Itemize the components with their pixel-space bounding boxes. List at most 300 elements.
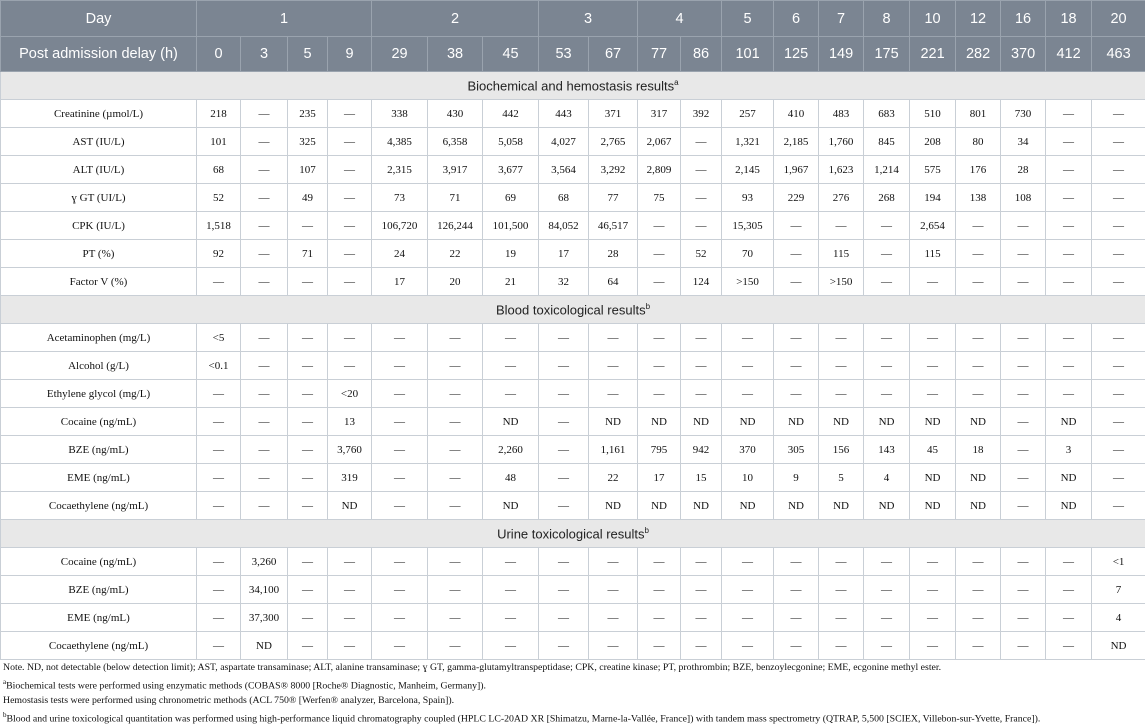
table-cell: 176: [956, 156, 1001, 184]
table-cell: —: [1001, 240, 1046, 268]
table-cell: ND: [910, 408, 956, 436]
table-cell: —: [241, 268, 288, 296]
table-cell: ND: [638, 492, 681, 520]
day-header-cell: 16: [1001, 1, 1046, 37]
table-cell: 3,260: [241, 548, 288, 576]
table-cell: —: [956, 212, 1001, 240]
table-cell: —: [372, 436, 428, 464]
table-cell: —: [483, 604, 539, 632]
table-cell: —: [539, 548, 589, 576]
table-body: [1, 72, 1145, 660]
table-cell: —: [241, 464, 288, 492]
table-cell: —: [956, 240, 1001, 268]
footnote-a-text: Biochemical tests were performed using enzymatic methods (COBAS® 8000 [Roche® Diagnostic, Manheim, Germany]).: [6, 680, 486, 691]
footnote-b-marker: b: [3, 711, 7, 719]
table-cell: —: [328, 352, 372, 380]
table-cell: —: [197, 436, 241, 464]
table-cell: —: [241, 324, 288, 352]
table-cell: —: [722, 604, 774, 632]
table-cell: ND: [956, 492, 1001, 520]
table-cell: 795: [638, 436, 681, 464]
table-cell: 257: [722, 100, 774, 128]
table-cell: —: [774, 548, 819, 576]
day-header-cell: 4: [638, 1, 722, 37]
table-cell: ND: [722, 408, 774, 436]
table-cell: —: [956, 352, 1001, 380]
table-cell: 2,809: [638, 156, 681, 184]
table-cell: 575: [910, 156, 956, 184]
table-cell: —: [589, 604, 638, 632]
table-cell: —: [1092, 352, 1145, 380]
table-cell: <20: [328, 380, 372, 408]
table-cell: —: [288, 576, 328, 604]
table-cell: 37,300: [241, 604, 288, 632]
table-cell: 20: [428, 268, 483, 296]
table-cell: —: [589, 352, 638, 380]
table-cell: 4: [1092, 604, 1145, 632]
table-cell: —: [864, 604, 910, 632]
table-cell: 3,564: [539, 156, 589, 184]
table-cell: 108: [1001, 184, 1046, 212]
table-cell: 70: [722, 240, 774, 268]
table-cell: —: [328, 632, 372, 660]
delay-header-cell: 67: [589, 37, 638, 72]
table-cell: —: [1001, 324, 1046, 352]
table-cell: —: [1001, 212, 1046, 240]
table-cell: —: [241, 436, 288, 464]
table-cell: 46,517: [589, 212, 638, 240]
table-cell: —: [681, 380, 722, 408]
table-cell: 442: [483, 100, 539, 128]
table-cell: 3: [1046, 436, 1092, 464]
table-cell: —: [288, 324, 328, 352]
table-cell: —: [638, 324, 681, 352]
row-label: Cocaethylene (ng/mL): [1, 632, 197, 660]
table-cell: —: [428, 436, 483, 464]
table-cell: —: [864, 576, 910, 604]
table-cell: —: [197, 464, 241, 492]
row-label: Cocaethylene (ng/mL): [1, 492, 197, 520]
table-row: [1, 156, 1145, 184]
table-cell: —: [774, 352, 819, 380]
section-footnote-marker: b: [646, 302, 650, 311]
table-cell: —: [638, 548, 681, 576]
table-cell: 17: [372, 268, 428, 296]
table-cell: —: [241, 352, 288, 380]
table-row: [1, 632, 1145, 660]
table-cell: 64: [589, 268, 638, 296]
table-cell: 3,677: [483, 156, 539, 184]
table-cell: 801: [956, 100, 1001, 128]
section-title: [1, 72, 1145, 100]
table-cell: 24: [372, 240, 428, 268]
table-cell: 325: [288, 128, 328, 156]
table-cell: 77: [589, 184, 638, 212]
table-cell: —: [638, 240, 681, 268]
table-cell: —: [681, 184, 722, 212]
section-footnote-marker: a: [674, 78, 678, 87]
table-cell: —: [1092, 380, 1145, 408]
table-cell: —: [539, 604, 589, 632]
table-cell: —: [1092, 464, 1145, 492]
table-cell: ND: [956, 408, 1001, 436]
table-row: [1, 324, 1145, 352]
table-cell: —: [328, 548, 372, 576]
table-cell: ND: [910, 464, 956, 492]
table-cell: —: [328, 576, 372, 604]
table-cell: ND: [910, 492, 956, 520]
table-cell: —: [681, 324, 722, 352]
table-cell: ND: [819, 408, 864, 436]
table-cell: —: [288, 380, 328, 408]
table-cell: —: [722, 548, 774, 576]
table-cell: —: [483, 576, 539, 604]
table-cell: —: [774, 632, 819, 660]
table-cell: 52: [681, 240, 722, 268]
day-header-cell: 3: [539, 1, 638, 37]
day-header-cell: 1: [197, 1, 372, 37]
table-cell: 6,358: [428, 128, 483, 156]
table-cell: —: [956, 548, 1001, 576]
table-cell: —: [681, 156, 722, 184]
table-cell: 730: [1001, 100, 1046, 128]
table-cell: 338: [372, 100, 428, 128]
table-row: [1, 604, 1145, 632]
table-cell: —: [819, 576, 864, 604]
table-row: [1, 576, 1145, 604]
row-label: Factor V (%): [1, 268, 197, 296]
table-cell: —: [1046, 128, 1092, 156]
table-cell: —: [197, 632, 241, 660]
row-label: ALT (IU/L): [1, 156, 197, 184]
table-cell: —: [288, 436, 328, 464]
row-label: BZE (ng/mL): [1, 436, 197, 464]
table-cell: —: [638, 352, 681, 380]
table-cell: —: [539, 632, 589, 660]
table-cell: 305: [774, 436, 819, 464]
table-cell: —: [681, 128, 722, 156]
table-cell: 3,292: [589, 156, 638, 184]
delay-header-cell: 175: [864, 37, 910, 72]
table-cell: —: [539, 492, 589, 520]
table-cell: 68: [539, 184, 589, 212]
table-cell: —: [956, 604, 1001, 632]
table-cell: —: [774, 576, 819, 604]
table-cell: 276: [819, 184, 864, 212]
table-cell: 7: [1092, 576, 1145, 604]
table-cell: —: [864, 240, 910, 268]
table-cell: —: [241, 128, 288, 156]
row-label: BZE (ng/mL): [1, 576, 197, 604]
table-cell: —: [1092, 492, 1145, 520]
table-cell: 218: [197, 100, 241, 128]
table-cell: —: [1092, 436, 1145, 464]
table-cell: —: [1046, 352, 1092, 380]
table-cell: —: [681, 352, 722, 380]
table-cell: 126,244: [428, 212, 483, 240]
section-title-text: Urine toxicological results: [497, 526, 644, 541]
table-cell: 371: [589, 100, 638, 128]
table-cell: —: [681, 576, 722, 604]
table-cell: >150: [819, 268, 864, 296]
table-cell: 34,100: [241, 576, 288, 604]
table-cell: 15,305: [722, 212, 774, 240]
table-cell: —: [372, 324, 428, 352]
table-cell: —: [288, 352, 328, 380]
table-cell: —: [956, 324, 1001, 352]
delay-header-cell: 149: [819, 37, 864, 72]
table-cell: 92: [197, 240, 241, 268]
footnote-b: [3, 708, 1143, 726]
table-cell: 22: [428, 240, 483, 268]
table-cell: —: [1046, 632, 1092, 660]
table-cell: —: [722, 324, 774, 352]
table-cell: 4: [864, 464, 910, 492]
table-cell: —: [864, 352, 910, 380]
table-cell: 845: [864, 128, 910, 156]
table-cell: —: [1046, 324, 1092, 352]
table-row: [1, 100, 1145, 128]
table-cell: ND: [819, 492, 864, 520]
table-cell: 370: [722, 436, 774, 464]
table-cell: —: [1046, 576, 1092, 604]
table-cell: 22: [589, 464, 638, 492]
delay-header-row: [1, 37, 1145, 72]
table-cell: —: [241, 492, 288, 520]
table-cell: ND: [241, 632, 288, 660]
table-cell: 268: [864, 184, 910, 212]
section-title: [1, 296, 1145, 324]
table-cell: —: [819, 324, 864, 352]
table-cell: —: [589, 632, 638, 660]
table-cell: —: [1046, 268, 1092, 296]
table-cell: —: [1092, 268, 1145, 296]
table-cell: 68: [197, 156, 241, 184]
table-cell: —: [288, 408, 328, 436]
table-cell: 17: [638, 464, 681, 492]
table-cell: —: [539, 324, 589, 352]
table-cell: —: [638, 632, 681, 660]
table-cell: ND: [1092, 632, 1145, 660]
table-cell: —: [483, 548, 539, 576]
table-row: [1, 464, 1145, 492]
table-cell: 49: [288, 184, 328, 212]
table-cell: —: [328, 324, 372, 352]
table-cell: —: [428, 408, 483, 436]
table-cell: —: [328, 268, 372, 296]
table-cell: —: [1001, 632, 1046, 660]
table-cell: 2,185: [774, 128, 819, 156]
table-cell: <0.1: [197, 352, 241, 380]
delay-header-cell: 3: [241, 37, 288, 72]
table-cell: 45: [910, 436, 956, 464]
footnote-b-text: Blood and urine toxicological quantitation was performed using high-performance liquid chromatography coupled (HPLC LC-20AD XR [Shimatzu, Marne-la-Vallée, France]) with tandem mass spectrometry (QTRAP, 5,500 [SCIEX, Villebon-sur-Yvette, France]).: [7, 714, 1041, 725]
table-cell: —: [1001, 604, 1046, 632]
table-row: [1, 184, 1145, 212]
table-cell: —: [328, 156, 372, 184]
delay-header-cell: 45: [483, 37, 539, 72]
table-cell: —: [1092, 128, 1145, 156]
table-row: [1, 240, 1145, 268]
table-cell: —: [1001, 352, 1046, 380]
table-cell: —: [539, 576, 589, 604]
table-row: [1, 352, 1145, 380]
table-cell: —: [589, 324, 638, 352]
table-cell: —: [1046, 548, 1092, 576]
table-cell: —: [241, 156, 288, 184]
table-cell: —: [372, 408, 428, 436]
table-cell: —: [483, 632, 539, 660]
delay-header-cell: 463: [1092, 37, 1145, 72]
table-cell: —: [956, 632, 1001, 660]
table-cell: 1,161: [589, 436, 638, 464]
table-cell: —: [428, 492, 483, 520]
table-cell: —: [1001, 576, 1046, 604]
table-cell: 124: [681, 268, 722, 296]
table-cell: —: [372, 576, 428, 604]
table-cell: 71: [288, 240, 328, 268]
table-cell: 319: [328, 464, 372, 492]
day-header-cell: 20: [1092, 1, 1145, 37]
table-cell: —: [328, 604, 372, 632]
delay-header-cell: 101: [722, 37, 774, 72]
table-cell: 80: [956, 128, 1001, 156]
table-cell: 317: [638, 100, 681, 128]
table-cell: 3,917: [428, 156, 483, 184]
table-cell: —: [722, 352, 774, 380]
table-cell: —: [539, 408, 589, 436]
row-label: Alcohol (g/L): [1, 352, 197, 380]
table-cell: 392: [681, 100, 722, 128]
day-header-cell: 5: [722, 1, 774, 37]
table-cell: —: [328, 184, 372, 212]
table-row: [1, 548, 1145, 576]
table-cell: —: [774, 380, 819, 408]
table-cell: 69: [483, 184, 539, 212]
table-cell: —: [1092, 100, 1145, 128]
table-cell: —: [372, 492, 428, 520]
table-cell: ND: [328, 492, 372, 520]
table-cell: >150: [722, 268, 774, 296]
table-cell: 2,067: [638, 128, 681, 156]
table-cell: 2,654: [910, 212, 956, 240]
table-cell: —: [638, 604, 681, 632]
table-cell: —: [864, 324, 910, 352]
table-cell: —: [910, 604, 956, 632]
table-cell: —: [589, 380, 638, 408]
table-cell: 17: [539, 240, 589, 268]
table-cell: —: [483, 380, 539, 408]
table-cell: 48: [483, 464, 539, 492]
row-label: EME (ng/mL): [1, 604, 197, 632]
table-cell: 483: [819, 100, 864, 128]
table-cell: —: [288, 492, 328, 520]
table-cell: —: [428, 380, 483, 408]
table-cell: —: [483, 352, 539, 380]
table-cell: —: [288, 548, 328, 576]
table-cell: —: [241, 184, 288, 212]
table-cell: —: [1046, 184, 1092, 212]
table-cell: —: [864, 380, 910, 408]
table-cell: —: [910, 268, 956, 296]
table-cell: 10: [722, 464, 774, 492]
table-footnotes: [3, 660, 1143, 727]
table-cell: ND: [589, 492, 638, 520]
table-cell: 138: [956, 184, 1001, 212]
table-cell: 1,760: [819, 128, 864, 156]
table-cell: —: [1001, 492, 1046, 520]
table-cell: 5,058: [483, 128, 539, 156]
table-cell: —: [1046, 212, 1092, 240]
delay-header-cell: 412: [1046, 37, 1092, 72]
row-label: Cocaine (ng/mL): [1, 408, 197, 436]
table-cell: 32: [539, 268, 589, 296]
table-cell: ND: [681, 408, 722, 436]
footnote-abbreviations: Note. ND, not detectable (below detection limit); AST, aspartate transaminase; ALT, alanine transaminase; ɣ GT, gamma-glutamyltranspeptidase; CPK, creatine kinase; PT, prothrombin; BZE, benzoylecgonine; EME, ecgonine methyl ester.: [3, 660, 1143, 675]
table-cell: —: [722, 576, 774, 604]
table-cell: —: [638, 576, 681, 604]
day-header-cell: 2: [372, 1, 539, 37]
table-cell: 1,321: [722, 128, 774, 156]
table-cell: —: [1092, 156, 1145, 184]
table-cell: 9: [774, 464, 819, 492]
day-header-row: [1, 1, 1145, 37]
table-cell: 19: [483, 240, 539, 268]
table-cell: —: [428, 632, 483, 660]
table-cell: 34: [1001, 128, 1046, 156]
table-cell: 430: [428, 100, 483, 128]
table-cell: 1,518: [197, 212, 241, 240]
delay-header-cell: 29: [372, 37, 428, 72]
day-header-cell: 8: [864, 1, 910, 37]
table-cell: ND: [956, 464, 1001, 492]
table-cell: —: [483, 324, 539, 352]
table-cell: —: [1001, 464, 1046, 492]
table-cell: —: [638, 212, 681, 240]
table-cell: —: [1001, 408, 1046, 436]
table-cell: 143: [864, 436, 910, 464]
table-cell: 52: [197, 184, 241, 212]
table-cell: —: [539, 352, 589, 380]
table-row: [1, 492, 1145, 520]
table-cell: —: [910, 548, 956, 576]
table-cell: —: [1001, 548, 1046, 576]
table-cell: ND: [483, 492, 539, 520]
table-cell: —: [1046, 100, 1092, 128]
table-cell: 2,315: [372, 156, 428, 184]
table-cell: —: [910, 324, 956, 352]
table-cell: 84,052: [539, 212, 589, 240]
table-cell: —: [241, 380, 288, 408]
table-cell: —: [197, 380, 241, 408]
day-header-cell: 6: [774, 1, 819, 37]
day-header-cell: 10: [910, 1, 956, 37]
table-cell: 73: [372, 184, 428, 212]
delay-header-cell: 221: [910, 37, 956, 72]
delay-header-cell: 38: [428, 37, 483, 72]
table-row: [1, 128, 1145, 156]
table-cell: ND: [681, 492, 722, 520]
table-cell: 942: [681, 436, 722, 464]
row-label: Acetaminophen (mg/L): [1, 324, 197, 352]
table-cell: —: [864, 268, 910, 296]
table-cell: ND: [774, 492, 819, 520]
table-cell: —: [1092, 408, 1145, 436]
table-cell: 410: [774, 100, 819, 128]
table-cell: 101: [197, 128, 241, 156]
table-cell: —: [428, 464, 483, 492]
table-cell: —: [1092, 184, 1145, 212]
